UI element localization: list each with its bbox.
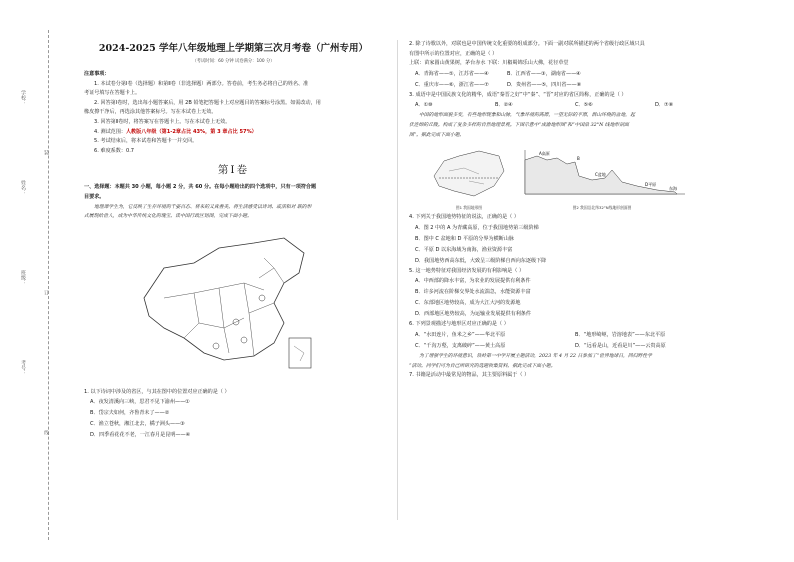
q6-option-a[interactable]: A．“水田连片，鱼米之乡”——华北平原 [415, 331, 506, 338]
question-2: 2. 除了诗歌以外，对联也是中国传统文化重要的组成部分。下面一副对联所描述的两个省级行政区域只具 [409, 41, 645, 47]
q2-option-b[interactable]: B．江西省——③，湖南省——④ [507, 70, 581, 77]
notes-item: 6. 难度系数：0.7 [94, 147, 135, 154]
q2-option-c[interactable]: C．重庆市——⑥，浙江省——⑦ [415, 81, 489, 88]
q3-option-a[interactable]: A．①⑩ [415, 102, 433, 109]
q5-option-c[interactable]: C．东部地区地势较高，成为大江大河的发源地 [415, 300, 521, 307]
q4-option-a[interactable]: A．图 2 中的 A 为青藏高原，位于我国地势第三级阶梯 [415, 224, 539, 231]
question-3: 3. 成语中是中国民族文化的精华，成语“秦晋之好”中“秦”、“晋”对应的省区简称，正确的是（ ） [409, 91, 627, 98]
question-1: 1. 以下诗词中涉及的省区，与其在图中的位置对应正确的是（ ） [84, 388, 230, 395]
q1-option-b[interactable]: B．岱宗夫如何，齐鲁青未了——② [90, 410, 170, 417]
question-5: 5. 这一地势特征对我国经济发展的有利影响是（ ） [409, 267, 525, 274]
q3-option-b[interactable]: B．②④ [495, 102, 513, 109]
passage: 式展现给世人，成为中华传统文化的瑰宝。读中国行政区划图，完成下面小题。 [84, 214, 252, 220]
profile-label-d: D平原 [645, 182, 657, 188]
figure-1 [429, 146, 509, 211]
q2-options-row [409, 80, 764, 91]
q1-option-a[interactable]: A．夜发清溪向三峡，思君不见下渝州——① [90, 399, 190, 406]
notes-item: 5. 考试结束后，将本试卷和答题卡一并交回。 [94, 138, 198, 145]
notes-item: 3. 回答第Ⅱ卷时，将答案写在答题卡上。写在本试卷上无效。 [94, 118, 231, 125]
q4-option-b[interactable]: B．图中 C 盆地和 D 平原的分界为横断山脉 [415, 235, 514, 242]
q2-option-a[interactable]: A．青海省——⑤，江苏省——④ [415, 70, 489, 77]
passage: ”活动。同学们可为自己所研究的选题收集资料。据此完成下面小题。 [409, 363, 556, 369]
passage: 伏连绵的丘陵。构成了复杂多样的自然地理景观。下图示意中“成渝地形图”和“中国沿 32°N 线地形剖面 [409, 122, 629, 128]
terrain-map-image [429, 146, 509, 201]
q6-options-row [409, 341, 764, 352]
gutter-name: 姓名： [20, 180, 26, 195]
notes-heading: 注意事项： [84, 71, 110, 77]
gutter-class: 班级： [20, 270, 26, 285]
q5-option-b[interactable]: B．许多河流在阶梯交界处水流湍急，水能资源丰富 [415, 289, 531, 296]
q1-option-d[interactable]: D．四季看花花不老，一江春月是昆明——④ [90, 432, 191, 439]
profile-label-a: A高原 [539, 151, 550, 157]
q3-option-d[interactable]: D．⑦⑧ [655, 102, 674, 109]
section-intro: 目要求。 [84, 193, 105, 200]
q6-option-c[interactable]: C．“千沟万壑，支离破碎”——黄土高原 [415, 342, 506, 349]
figure-row [429, 146, 764, 211]
q2-option-d[interactable]: D．贵州省——⑤，四川省——⑧ [507, 81, 582, 88]
right-column [397, 0, 794, 562]
profile-label-c: C盆地 [595, 172, 606, 178]
q3-option-c[interactable]: C．⑤⑥ [575, 102, 593, 109]
exam-subtitle: （考试时间：60 分钟 试卷满分：100 分） [192, 59, 275, 64]
elevation-profile-image [517, 146, 687, 201]
gutter-xian: 线 [43, 430, 49, 435]
exam-title: 2024-2025 学年八年级地理上学期第三次月考卷（广州专用） [98, 43, 369, 54]
gutter-id: 考号： [20, 360, 26, 375]
china-map-image [124, 228, 324, 378]
q6-options-row [409, 330, 764, 341]
couplet: 上联：苗家圆山黄果树，茅台赤水 下联：川椒蜀锦乐山大佛，花径草堂 [409, 60, 569, 67]
section-title: 第Ⅰ卷 [217, 164, 250, 177]
test-range: 人教版八年级（第1-2章占比 43%，第 3 章占比 57%） [125, 128, 257, 135]
q5-option-d[interactable]: D．西部地区地势较高，为运输业发展提供有利条件 [415, 311, 531, 318]
q4-option-c[interactable]: C．平原 D 以东海域为南海，渔业资源丰富 [415, 246, 513, 253]
q2-options-row [409, 69, 764, 80]
question-6: 6. 下列景观描述与地形区对应正确的是（ ） [409, 321, 509, 328]
gutter-ding: 订 [43, 290, 49, 295]
q6-option-d[interactable]: D．“远看是山，近看是川”——云贵高原 [575, 342, 666, 349]
notes-item: 2. 回答第Ⅰ卷时，选出每小题答案后，用 2B 铅笔把答题卡上对应题目的答案标号涂黑。如需改动，用 [94, 99, 321, 106]
q3-options-row [409, 100, 764, 111]
q6-option-b[interactable]: B．“地形崎岖，岩溶地表”——东北平原 [575, 331, 666, 338]
question-2-cont: 有图中所示的位置对应，正确的是（ ） [409, 50, 498, 57]
figure-2 [517, 146, 687, 211]
q1-option-c[interactable]: C．渔立苍秋，湘江北去，橘子洲头——③ [90, 421, 185, 428]
figure-2-caption: 图2 我国沿北纬32°N线地形剖面图 [572, 205, 632, 211]
profile-label-b: B [577, 156, 580, 162]
section-intro: 一、选择题：本题共 30 小题，每小题 2 分，共 60 分。在每小题给出的四个选项中，只有一项符合题 [84, 184, 317, 191]
gutter-school: 学校： [20, 90, 26, 105]
q5-option-a[interactable]: A．中西部的降水丰富，为农业的发展提供有利条件 [415, 278, 531, 285]
question-4: 4. 下列关于我国地势特征的说法，正确的是（ ） [409, 214, 519, 221]
profile-label-sea: 东海 [669, 186, 677, 192]
figure-1-caption: 图1 我国地形图 [455, 205, 483, 211]
gutter-zhuang: 装 [43, 150, 49, 155]
notes-item: 考证号填写在答题卡上。 [84, 90, 141, 97]
passage: 地理课学生为，它反映了生存环境的千姿百态、将来的又真善美。将生活感受以诗词、或活和对 联的形 [94, 204, 312, 210]
q4-option-d[interactable]: D．我国地势西高东低，大致呈三级阶梯自西向东逐级下降 [415, 257, 547, 264]
passage: 为了增强学生的环境意识，铁岭第一中学开展主题活动，2023 年 4 月 22 日参加了“世界地球日，回归野性学 [419, 353, 652, 359]
passage: 中国的地形面貌多变，有些地形现象和山脉，气象环境的高原，一望无际的平原，群山环绕的盆地，起 [419, 113, 635, 119]
notes-item-range: 4. 测试范围：人教版八年级（第1-2章占比 43%，第 3 章占比 57%） [94, 128, 257, 135]
notes-item: 1. 本试卷分第Ⅰ卷（选择题）和第Ⅱ卷（非选择题）两部分。答卷前，考生务必将自己的姓名、准 [94, 80, 309, 87]
passage: 图”。据此完成下面小题。 [409, 132, 465, 138]
question-7: 7. 书籍是活动中最常见的物品，其主要原料属于（ ） [409, 372, 530, 379]
notes-item: 橡皮擦干净后，再选涂其他答案标号。写在本试卷上无效。 [84, 109, 217, 116]
